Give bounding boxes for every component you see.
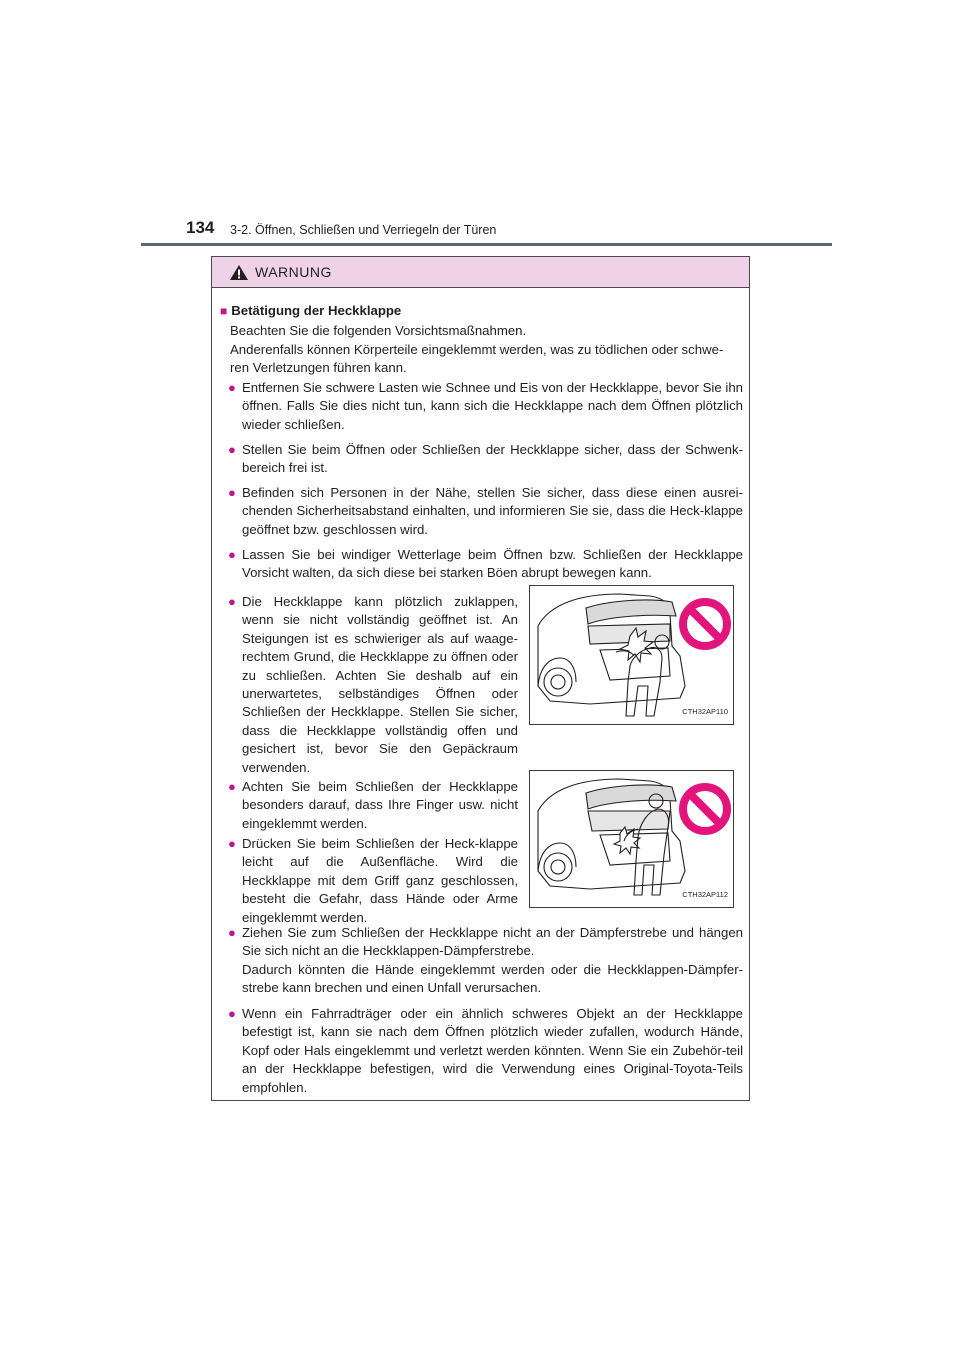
bullet-dot-icon: ●	[228, 836, 236, 851]
warning-box	[211, 256, 750, 1101]
bullet-text: Die Heckklappe kann plötzlich zuklappen, wenn sie nicht vollständig geöffnet ist. An Steigungen ist es schwieriger als auf waage-rechtem Grund, die Heckklappe zu öffnen oder zu schließen. Achten Sie deshalb auf ein unerwartetes, selbständiges Öffnen oder Schließen der Heckklappe. Stellen Sie sicher, dass die Heckklappe vollständig offen und gesichert ist, bevor Sie den Gepäckraum verwenden.	[242, 594, 518, 775]
bullet-9	[228, 1005, 743, 1097]
section-title: 3-2. Öffnen, Schließen und Verriegeln der Türen	[230, 223, 497, 237]
square-bullet-icon: ■	[220, 304, 228, 318]
bullet-5	[228, 593, 518, 777]
bullet-4	[228, 546, 743, 583]
warning-header	[212, 257, 749, 288]
prohibition-icon	[683, 602, 727, 646]
bullet-extra-text: Dadurch könnten die Hände eingeklemmt werden oder die Heckklappen-Dämpfer-strebe kann brechen und einen Unfall verursachen.	[242, 961, 743, 996]
intro-line-1: Beachten Sie die folgenden Vorsichtsmaßnahmen.	[230, 323, 527, 338]
bullet-dot-icon: ●	[228, 380, 236, 395]
prohibition-icon	[683, 787, 727, 831]
warning-heading	[220, 302, 401, 320]
bullet-dot-icon: ●	[228, 925, 236, 940]
figure-code: CTH32AP112	[682, 889, 728, 899]
figure-tailgate-slam	[529, 585, 734, 725]
bullet-dot-icon: ●	[228, 594, 236, 609]
bullet-text: Wenn ein Fahrradträger oder ein ähnlich schweres Objekt an der Heckklappe befestigt ist, kann sie nach dem Öffnen plötzlich wieder zufallen, wodurch Hände, Kopf oder Hals eingeklemmt und verletzt werden könnten. Wenn Sie ein Zubehör-teil an der Heckklappe befestigen, wird die Verwendung eines Original-Toyota-Teils empfohlen.	[242, 1006, 743, 1095]
figure-finger-pinch	[529, 770, 734, 908]
header-rule	[141, 243, 832, 246]
bullet-dot-icon: ●	[228, 547, 236, 562]
bullet-3	[228, 484, 743, 539]
bullet-dot-icon: ●	[228, 442, 236, 457]
bullet-text: Achten Sie beim Schließen der Heckklappe besonders darauf, dass Ihre Finger usw. nicht eingeklemmt werden.	[242, 779, 518, 831]
warning-triangle-icon	[229, 264, 249, 281]
bullet-text: Lassen Sie bei windiger Wetterlage beim Öffnen bzw. Schließen der Heckklappe Vorsicht walten, da sich diese bei starken Böen abrupt bewegen kann.	[242, 547, 743, 581]
bullet-7	[228, 835, 518, 927]
bullet-text: Stellen Sie beim Öffnen oder Schließen der Heckklappe sicher, dass der Schwenk-bereich frei ist.	[242, 442, 743, 476]
bullet-8	[228, 924, 743, 998]
bullet-text: Drücken Sie beim Schließen der Heck-klappe leicht auf die Außenfläche. Wird die Heckklappe mit dem Griff ganz geschlossen, besteht die Gefahr, dass Hände oder Arme eingeklemmt werden.	[242, 836, 518, 925]
bullet-dot-icon: ●	[228, 485, 236, 500]
bullet-text: Entfernen Sie schwere Lasten wie Schnee und Eis von der Heckklappe, bevor Sie ihn öffnen. Falls Sie dies nicht tun, kann sich die Heckklappe nach dem Öffnen plötzlich wieder schließen.	[242, 380, 743, 432]
bullet-text: Ziehen Sie zum Schließen der Heckklappe nicht an der Dämpferstrebe und hängen Sie sich nicht an die Heckklappen-Dämpferstrebe.	[242, 925, 743, 959]
figure-code: CTH32AP110	[682, 706, 728, 716]
bullet-dot-icon: ●	[228, 779, 236, 794]
bullet-2	[228, 441, 743, 478]
bullet-1	[228, 379, 743, 434]
heading-text: Betätigung der Heckklappe	[231, 303, 402, 318]
bullet-text: Befinden sich Personen in der Nähe, stellen Sie sicher, dass diese einen ausrei-chenden Sicherheitsabstand einhalten, und informieren Sie sie, dass die Heck-klappe geöffnet bzw. geschlossen wird.	[242, 485, 743, 537]
bullet-dot-icon: ●	[228, 1006, 236, 1021]
intro-line-2: Anderenfalls können Körperteile eingeklemmt werden, was zu tödlichen oder schwe-ren Verletzungen führen kann.	[230, 342, 724, 376]
page-number: 134	[186, 218, 215, 237]
bullet-6	[228, 778, 518, 833]
warning-title: WARNUNG	[255, 264, 332, 280]
